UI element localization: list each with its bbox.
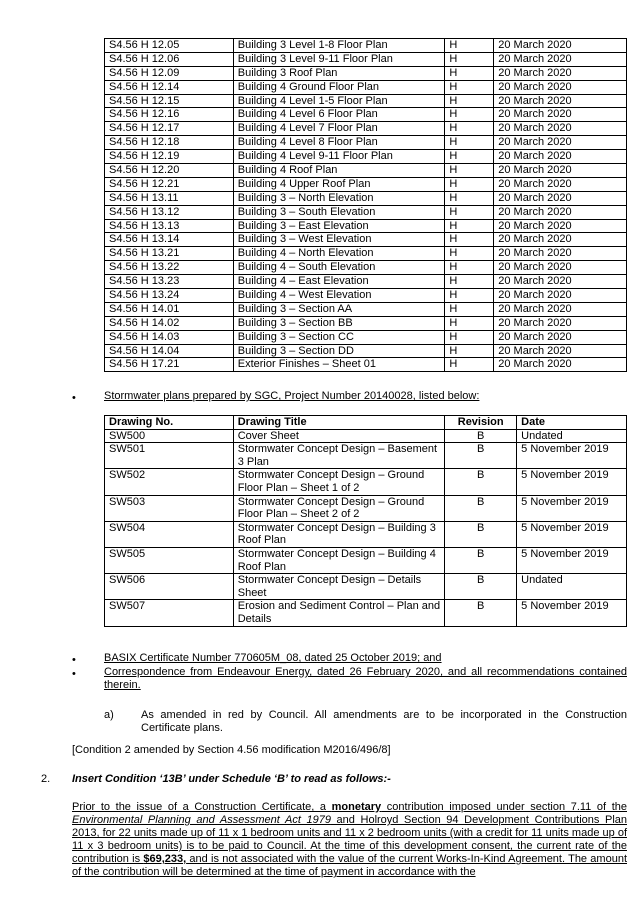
drawing-title-cell: Building 4 – West Elevation <box>233 289 445 303</box>
drawing-title-cell: Building 3 – East Elevation <box>233 219 445 233</box>
drawing-no-cell: S4.56 H 12.06 <box>105 52 234 66</box>
drawing-title-cell: Building 4 Upper Roof Plan <box>233 177 445 191</box>
revision-cell: B <box>445 600 517 626</box>
drawing-title-cell: Building 4 Level 7 Floor Plan <box>233 122 445 136</box>
drawing-title-cell: Building 3 Level 9-11 Floor Plan <box>233 52 445 66</box>
drawing-no-cell: SW503 <box>105 495 234 521</box>
drawing-title-cell: Building 3 – Section AA <box>233 302 445 316</box>
date-cell: 20 March 2020 <box>494 289 627 303</box>
date-cell: 20 March 2020 <box>494 233 627 247</box>
drawing-no-cell: S4.56 H 13.12 <box>105 205 234 219</box>
date-cell: 20 March 2020 <box>494 275 627 289</box>
para-monetary: monetary <box>331 801 382 813</box>
drawing-title-cell: Building 4 Level 1-5 Floor Plan <box>233 94 445 108</box>
table-row <box>105 94 627 108</box>
date-cell: Undated <box>517 429 627 443</box>
drawing-no-cell: S4.56 H 12.18 <box>105 136 234 150</box>
drawing-no-cell: SW504 <box>105 521 234 547</box>
para-amount: $69,233, <box>143 853 187 865</box>
drawing-title-cell: Stormwater Concept Design – Ground Floor Plan – Sheet 2 of 2 <box>233 495 444 521</box>
date-cell: 20 March 2020 <box>494 302 627 316</box>
drawing-title-cell: Stormwater Concept Design – Building 3 Roof Plan <box>233 521 444 547</box>
table-row <box>105 219 627 233</box>
para-act-name: Environmental Planning and Assessment Act 1979 <box>72 814 331 826</box>
drawing-title-cell: Building 4 Level 6 Floor Plan <box>233 108 445 122</box>
date-cell: 20 March 2020 <box>494 52 627 66</box>
drawing-title-cell: Erosion and Sediment Control – Plan and Details <box>233 600 444 626</box>
drawing-no-cell: S4.56 H 13.23 <box>105 275 234 289</box>
revision-cell: B <box>445 521 517 547</box>
table-row <box>105 289 627 303</box>
date-cell: 5 November 2019 <box>517 469 627 495</box>
drawing-title-cell: Stormwater Concept Design – Ground Floor Plan – Sheet 1 of 2 <box>233 469 444 495</box>
date-cell: 20 March 2020 <box>494 66 627 80</box>
drawing-no-cell: S4.56 H 12.16 <box>105 108 234 122</box>
date-cell: 20 March 2020 <box>494 108 627 122</box>
drawing-title-cell: Building 4 – South Elevation <box>233 261 445 275</box>
para-text-2: contribution imposed under section 7.11 of the <box>381 801 627 813</box>
revision-cell: B <box>445 574 517 600</box>
date-cell: 20 March 2020 <box>494 358 627 372</box>
para-text-4: and is not associated with the value of the current Works-In-Kind Agreement. The amount of the contribution will be determined at the time of payment in accordance with the <box>72 853 627 878</box>
table-row <box>105 495 627 521</box>
drawing-title-cell: Building 4 Level 9-11 Floor Plan <box>233 150 445 164</box>
drawing-no-cell: S4.56 H 12.19 <box>105 150 234 164</box>
header-drawing-no: Drawing No. <box>105 416 234 430</box>
revision-cell: B <box>445 443 517 469</box>
revision-cell: H <box>445 66 494 80</box>
date-cell: 5 November 2019 <box>517 547 627 573</box>
revision-cell: H <box>445 52 494 66</box>
sub-item-text: As amended in red by Council. All amendments are to be incorporated in the Construction Certificate plans. <box>141 709 627 734</box>
header-drawing-title: Drawing Title <box>233 416 444 430</box>
revision-cell: H <box>445 316 494 330</box>
revision-cell: B <box>445 429 517 443</box>
item-heading: Insert Condition ‘13B’ under Schedule ‘B’ to read as follows:- <box>72 773 391 785</box>
drawing-no-cell: SW500 <box>105 429 234 443</box>
date-cell: 20 March 2020 <box>494 122 627 136</box>
revision-cell: H <box>445 302 494 316</box>
drawing-no-cell: SW501 <box>105 443 234 469</box>
drawing-title-cell: Stormwater Concept Design – Building 4 Roof Plan <box>233 547 444 573</box>
table-row <box>105 330 627 344</box>
drawing-no-cell: S4.56 H 12.21 <box>105 177 234 191</box>
table-row <box>105 261 627 275</box>
condition-note: [Condition 2 amended by Section 4.56 modification M2016/496/8] <box>72 744 391 756</box>
revision-cell: H <box>445 177 494 191</box>
date-cell: 20 March 2020 <box>494 316 627 330</box>
date-cell: 20 March 2020 <box>494 164 627 178</box>
revision-cell: H <box>445 164 494 178</box>
date-cell: 20 March 2020 <box>494 344 627 358</box>
drawing-title-cell: Building 3 – North Elevation <box>233 191 445 205</box>
drawing-title-cell: Building 4 Level 8 Floor Plan <box>233 136 445 150</box>
table-row <box>105 247 627 261</box>
bullet-icon: • <box>72 392 76 404</box>
revision-cell: H <box>445 39 494 53</box>
revision-cell: H <box>445 191 494 205</box>
drawing-no-cell: S4.56 H 14.01 <box>105 302 234 316</box>
table-row <box>105 521 627 547</box>
revision-cell: H <box>445 261 494 275</box>
date-cell: 5 November 2019 <box>517 521 627 547</box>
drawing-title-cell: Cover Sheet <box>233 429 444 443</box>
table-row <box>105 233 627 247</box>
drawing-title-cell: Building 3 – Section DD <box>233 344 445 358</box>
drawing-no-cell: SW505 <box>105 547 234 573</box>
revision-cell: B <box>445 547 517 573</box>
table-row <box>105 66 627 80</box>
table-row <box>105 574 627 600</box>
drawing-title-cell: Building 4 Ground Floor Plan <box>233 80 445 94</box>
revision-cell: H <box>445 205 494 219</box>
stormwater-plans-item: Stormwater plans prepared by SGC, Project Number 20140028, listed below: <box>104 390 480 402</box>
architectural-plans-table <box>104 38 627 372</box>
table-row <box>105 469 627 495</box>
drawing-no-cell: S4.56 H 14.04 <box>105 344 234 358</box>
drawing-no-cell: S4.56 H 14.03 <box>105 330 234 344</box>
date-cell: 20 March 2020 <box>494 150 627 164</box>
revision-cell: H <box>445 80 494 94</box>
date-cell: 20 March 2020 <box>494 136 627 150</box>
drawing-no-cell: S4.56 H 13.14 <box>105 233 234 247</box>
table-row <box>105 429 627 443</box>
date-cell: 20 March 2020 <box>494 219 627 233</box>
drawing-no-cell: S4.56 H 17.21 <box>105 358 234 372</box>
drawing-title-cell: Building 3 Roof Plan <box>233 66 445 80</box>
date-cell: Undated <box>517 574 627 600</box>
table-row <box>105 122 627 136</box>
date-cell: 20 March 2020 <box>494 39 627 53</box>
bullet-icon: • <box>72 654 76 666</box>
drawing-no-cell: S4.56 H 12.09 <box>105 66 234 80</box>
date-cell: 5 November 2019 <box>517 495 627 521</box>
date-cell: 20 March 2020 <box>494 330 627 344</box>
revision-cell: H <box>445 330 494 344</box>
drawing-title-cell: Building 3 – West Elevation <box>233 233 445 247</box>
basix-certificate-item: BASIX Certificate Number 770605M_08, dated 25 October 2019; and <box>104 652 442 664</box>
table-row <box>105 164 627 178</box>
revision-cell: H <box>445 275 494 289</box>
revision-cell: B <box>445 469 517 495</box>
drawing-title-cell: Building 3 Level 1-8 Floor Plan <box>233 39 445 53</box>
drawing-no-cell: S4.56 H 12.20 <box>105 164 234 178</box>
table-row <box>105 443 627 469</box>
date-cell: 20 March 2020 <box>494 191 627 205</box>
drawing-title-cell: Stormwater Concept Design – Basement 3 Plan <box>233 443 444 469</box>
drawing-no-cell: S4.56 H 13.21 <box>105 247 234 261</box>
drawing-title-cell: Building 3 – Section CC <box>233 330 445 344</box>
revision-cell: H <box>445 358 494 372</box>
drawing-no-cell: S4.56 H 12.15 <box>105 94 234 108</box>
date-cell: 20 March 2020 <box>494 261 627 275</box>
drawing-title-cell: Building 3 – South Elevation <box>233 205 445 219</box>
drawing-no-cell: S4.56 H 13.11 <box>105 191 234 205</box>
revision-cell: H <box>445 247 494 261</box>
revision-cell: H <box>445 233 494 247</box>
sub-item-label: a) <box>104 709 114 721</box>
table-row <box>105 191 627 205</box>
revision-cell: H <box>445 344 494 358</box>
revision-cell: B <box>445 495 517 521</box>
table-row <box>105 150 627 164</box>
revision-cell: H <box>445 136 494 150</box>
drawing-no-cell: S4.56 H 12.05 <box>105 39 234 53</box>
contribution-paragraph <box>72 801 627 879</box>
table-row <box>105 302 627 316</box>
date-cell: 20 March 2020 <box>494 94 627 108</box>
para-text-3: and Holroyd Section 94 Development Contributions Plan 2013, for 22 units made up of 11 x 1 bedroom units and 11 x 2 bedroom units (with a credit for 11 units made up of 11 x 3 bedroom units) is to be paid to Council. At the time of this development consent, the current rate of the contribution is <box>72 814 627 865</box>
drawing-title-cell: Stormwater Concept Design – Details Sheet <box>233 574 444 600</box>
drawing-no-cell: S4.56 H 13.24 <box>105 289 234 303</box>
table-row <box>105 52 627 66</box>
table-row <box>105 358 627 372</box>
drawing-no-cell: S4.56 H 12.17 <box>105 122 234 136</box>
revision-cell: H <box>445 150 494 164</box>
drawing-title-cell: Exterior Finishes – Sheet 01 <box>233 358 445 372</box>
table-row <box>105 108 627 122</box>
table-row <box>105 80 627 94</box>
date-cell: 20 March 2020 <box>494 247 627 261</box>
revision-cell: H <box>445 94 494 108</box>
date-cell: 20 March 2020 <box>494 80 627 94</box>
revision-cell: H <box>445 219 494 233</box>
revision-cell: H <box>445 108 494 122</box>
drawing-no-cell: S4.56 H 14.02 <box>105 316 234 330</box>
revision-cell: H <box>445 122 494 136</box>
para-text-1: Prior to the issue of a Construction Certificate, a <box>72 801 332 813</box>
drawing-title-cell: Building 4 Roof Plan <box>233 164 445 178</box>
bullet-icon: • <box>72 668 76 680</box>
table-row <box>105 316 627 330</box>
drawing-no-cell: S4.56 H 13.13 <box>105 219 234 233</box>
table-row <box>105 344 627 358</box>
header-date: Date <box>517 416 627 430</box>
drawing-no-cell: SW506 <box>105 574 234 600</box>
table-row <box>105 547 627 573</box>
date-cell: 20 March 2020 <box>494 205 627 219</box>
drawing-no-cell: S4.56 H 12.14 <box>105 80 234 94</box>
table-header-row <box>105 416 627 430</box>
date-cell: 5 November 2019 <box>517 443 627 469</box>
table-row <box>105 177 627 191</box>
drawing-no-cell: SW502 <box>105 469 234 495</box>
drawing-title-cell: Building 4 – North Elevation <box>233 247 445 261</box>
table-row <box>105 600 627 626</box>
drawing-title-cell: Building 4 – East Elevation <box>233 275 445 289</box>
header-revision: Revision <box>445 416 517 430</box>
table-row <box>105 136 627 150</box>
table-row <box>105 275 627 289</box>
drawing-title-cell: Building 3 – Section BB <box>233 316 445 330</box>
table-row <box>105 205 627 219</box>
stormwater-plans-table <box>104 415 627 627</box>
endeavour-energy-item: Correspondence from Endeavour Energy, dated 26 February 2020, and all recommendations contained therein. <box>104 666 627 691</box>
date-cell: 5 November 2019 <box>517 600 627 626</box>
revision-cell: H <box>445 289 494 303</box>
drawing-no-cell: S4.56 H 13.22 <box>105 261 234 275</box>
item-number: 2. <box>41 773 51 785</box>
drawing-no-cell: SW507 <box>105 600 234 626</box>
table-row <box>105 39 627 53</box>
date-cell: 20 March 2020 <box>494 177 627 191</box>
